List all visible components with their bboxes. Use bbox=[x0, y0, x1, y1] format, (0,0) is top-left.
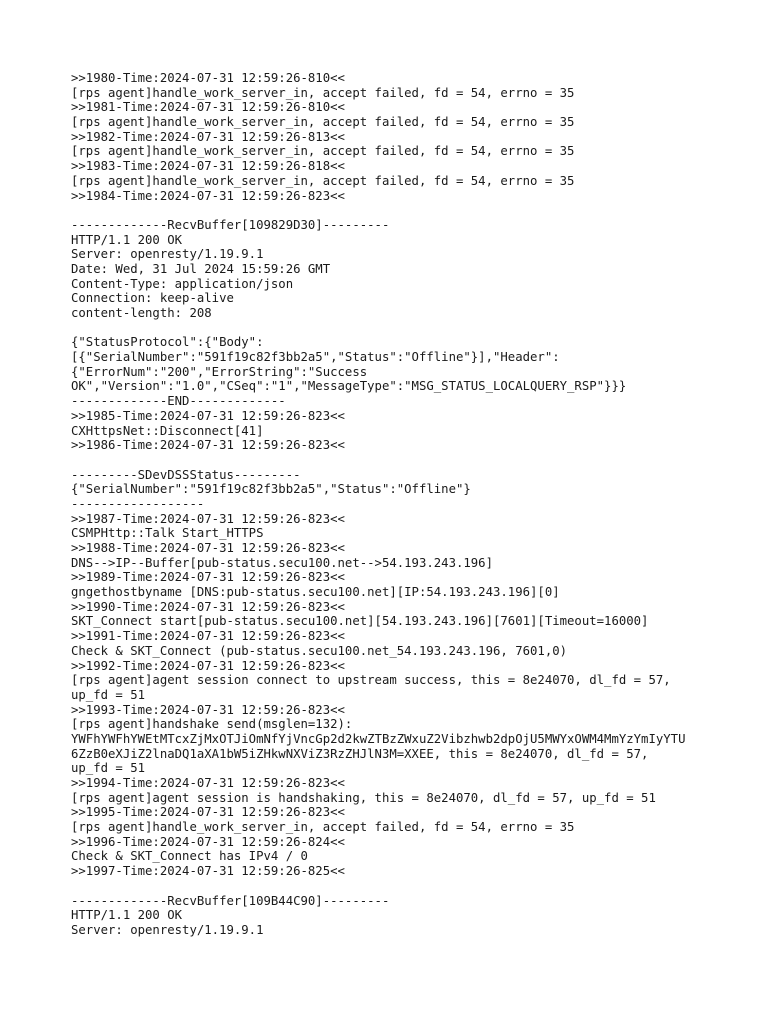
log-line: Connection: keep-alive bbox=[71, 291, 234, 306]
log-line: CSMPHttp::Talk Start_HTTPS bbox=[71, 526, 264, 541]
log-line: SKT_Connect start[pub-status.secu100.net][54.193.243.196][7601][Timeout=16000] bbox=[71, 614, 649, 629]
section-divider: -------------RecvBuffer[109829D30]--------- bbox=[71, 217, 390, 232]
log-line: >>1983-Time:2024-07-31 12:59:26-818<< bbox=[71, 159, 345, 174]
log-line: >>1995-Time:2024-07-31 12:59:26-823<< bbox=[71, 805, 345, 820]
log-line: [rps agent]handle_work_server_in, accept failed, fd = 54, errno = 35 bbox=[71, 144, 575, 159]
log-line: >>1990-Time:2024-07-31 12:59:26-823<< bbox=[71, 599, 345, 614]
section-divider: ------------------ bbox=[71, 496, 205, 511]
log-line: [rps agent]handle_work_server_in, accept failed, fd = 54, errno = 35 bbox=[71, 820, 575, 835]
log-line: up_fd = 51 bbox=[71, 687, 146, 702]
log-line: [rps agent]handle_work_server_in, accept failed, fd = 54, errno = 35 bbox=[71, 115, 575, 130]
log-line: {"StatusProtocol":{"Body": bbox=[71, 335, 264, 350]
section-divider: ---------SDevDSSStatus--------- bbox=[71, 467, 301, 482]
log-line: {"SerialNumber":"591f19c82f3bb2a5","Status":"Offline"} bbox=[71, 482, 471, 497]
blank-line bbox=[71, 321, 748, 336]
log-line: YWFhYWFhYWEtMTcxZjMxOTJiOmNfYjVncGp2d2kwZTBzZWxuZ2Vibzhwb2dpOjU5MWYxOWM4MmYzYmIyYTU bbox=[71, 731, 686, 746]
log-line: >>1997-Time:2024-07-31 12:59:26-825<< bbox=[71, 864, 345, 879]
log-line: >>1986-Time:2024-07-31 12:59:26-823<< bbox=[71, 438, 345, 453]
log-line: >>1992-Time:2024-07-31 12:59:26-823<< bbox=[71, 658, 345, 673]
log-line: [{"SerialNumber":"591f19c82f3bb2a5","Status":"Offline"}],"Header": bbox=[71, 350, 560, 365]
log-line: {"ErrorNum":"200","ErrorString":"Success bbox=[71, 364, 368, 379]
log-line: >>1994-Time:2024-07-31 12:59:26-823<< bbox=[71, 776, 345, 790]
blank-line bbox=[71, 203, 748, 218]
log-line: [rps agent]handle_work_server_in, accept failed, fd = 54, errno = 35 bbox=[71, 173, 575, 188]
log-line: Server: openresty/1.19.9.1 bbox=[71, 922, 264, 937]
log-line: OK","Version":"1.0","CSeq":"1","MessageType":"MSG_STATUS_LOCALQUERY_RSP"}}} bbox=[71, 379, 627, 394]
log-line: DNS-->IP--Buffer[pub-status.secu100.net-->54.193.243.196] bbox=[71, 555, 493, 570]
log-line: >>1985-Time:2024-07-31 12:59:26-823<< bbox=[71, 408, 345, 423]
log-line: HTTP/1.1 200 OK bbox=[71, 232, 183, 247]
log-line: >>1989-Time:2024-07-31 12:59:26-823<< bbox=[71, 570, 345, 585]
log-line: [rps agent]handshake send(msglen=132): bbox=[71, 717, 353, 732]
log-line: >>1991-Time:2024-07-31 12:59:26-823<< bbox=[71, 629, 345, 644]
log-line: Server: openresty/1.19.9.1 bbox=[71, 247, 264, 262]
blank-line bbox=[71, 453, 748, 468]
section-divider: -------------END------------- bbox=[71, 394, 286, 409]
log-line: >>1993-Time:2024-07-31 12:59:26-823<< bbox=[71, 702, 345, 717]
log-line: [rps agent]agent session is handshaking, this = 8e24070, dl_fd = 57, up_fd = 51 bbox=[71, 790, 656, 805]
log-line: [rps agent]handle_work_server_in, accept failed, fd = 54, errno = 35 bbox=[71, 85, 575, 100]
log-line: Check & SKT_Connect has IPv4 / 0 bbox=[71, 849, 308, 864]
log-line: >>1988-Time:2024-07-31 12:59:26-823<< bbox=[71, 541, 345, 555]
log-line: >>1980-Time:2024-07-31 12:59:26-810<< bbox=[71, 71, 345, 85]
blank-line bbox=[71, 879, 748, 894]
log-line: >>1982-Time:2024-07-31 12:59:26-813<< bbox=[71, 129, 345, 144]
log-line: up_fd = 51 bbox=[71, 761, 146, 776]
log-line: Content-Type: application/json bbox=[71, 276, 294, 291]
log-line: Check & SKT_Connect (pub-status.secu100.net_54.193.243.196, 7601,0) bbox=[71, 643, 568, 658]
log-line: >>1996-Time:2024-07-31 12:59:26-824<< bbox=[71, 834, 345, 849]
log-line: [rps agent]agent session connect to upstream success, this = 8e24070, dl_fd = 57, bbox=[71, 673, 671, 688]
log-line: >>1984-Time:2024-07-31 12:59:26-823<< bbox=[71, 188, 345, 203]
section-divider: -------------RecvBuffer[109B44C90]--------- bbox=[71, 893, 390, 908]
log-line: content-length: 208 bbox=[71, 306, 212, 320]
log-line: >>1981-Time:2024-07-31 12:59:26-810<< bbox=[71, 100, 345, 115]
log-document bbox=[71, 71, 748, 938]
log-line: >>1987-Time:2024-07-31 12:59:26-823<< bbox=[71, 511, 345, 526]
log-line: HTTP/1.1 200 OK bbox=[71, 908, 183, 923]
log-line: CXHttpsNet::Disconnect[41] bbox=[71, 423, 264, 438]
log-line: 6ZzB0eXJiZ2lnaDQ1aXA1bW5iZHkwNXViZ3RzZHJlN3M=XXEE, this = 8e24070, dl_fd = 57, bbox=[71, 746, 649, 761]
log-line: Date: Wed, 31 Jul 2024 15:59:26 GMT bbox=[71, 261, 331, 276]
log-line: gngethostbyname [DNS:pub-status.secu100.net][IP:54.193.243.196][0] bbox=[71, 585, 560, 600]
